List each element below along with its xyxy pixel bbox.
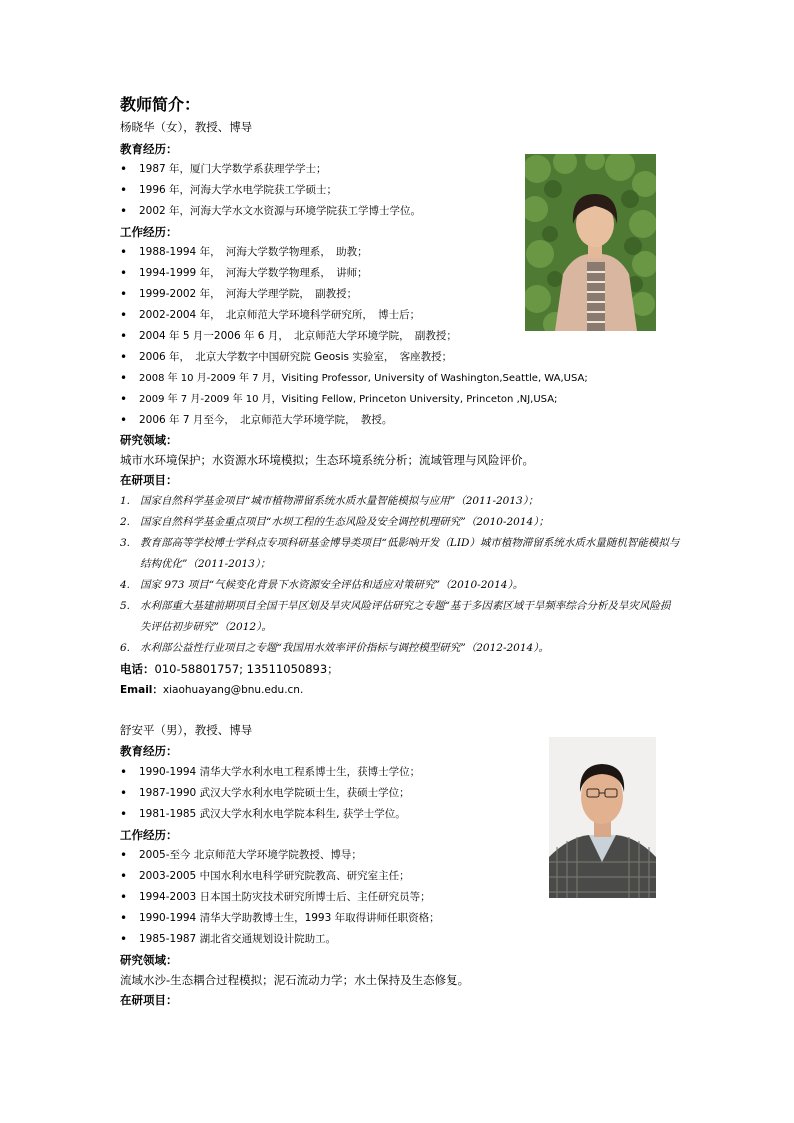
teacher1-name-line: 杨晓华（女），教授、博导 bbox=[120, 120, 253, 134]
teacher1-email bbox=[120, 682, 303, 699]
list-item bbox=[120, 491, 680, 512]
teacher2-research-text: 流域水沙-生态耦合过程模拟；泥石流动力学；水土保持及生态修复。 bbox=[120, 973, 470, 987]
teacher1-research-heading: 研究领域： bbox=[120, 433, 178, 447]
item-number: 1. bbox=[120, 495, 131, 507]
teacher1-edu-heading: 教育经历： bbox=[120, 142, 178, 156]
list-item: • 2004 年 5 月一2006 年 6 月， 北京师范大学环境学院， 副教授； bbox=[120, 326, 588, 347]
item-text: 水利部公益性行业项目之专题“我国用水效率评价指标与调控模型研究”（2012-2014）。 bbox=[140, 642, 549, 654]
phone-value: 010-58801757; 13511050893； bbox=[154, 662, 339, 676]
list-item: • 1994-1999 年， 河海大学数学物理系， 讲师； bbox=[120, 263, 588, 284]
teacher2-edu-list bbox=[120, 762, 420, 825]
list-item: • 1990-1994 清华大学水利水电工程系博士生，获博士学位； bbox=[120, 762, 420, 783]
list-item: • 1981-1985 武汉大学水利水电学院本科生, 获学士学位。 bbox=[120, 804, 420, 825]
list-item: • 2002-2004 年， 北京师范大学环境科学研究所， 博士后； bbox=[120, 305, 588, 326]
item-text: 国家 973 项目“气候变化背景下水资源安全评估和适应对策研究”（2010-2014）。 bbox=[140, 579, 524, 591]
list-item: • 1994-2003 日本国土防灾技术研究所博士后、主任研究员等； bbox=[120, 887, 440, 908]
page-title: 教师简介： bbox=[120, 95, 201, 114]
item-number: 5. bbox=[120, 600, 131, 612]
teacher1-phone bbox=[120, 661, 339, 678]
email-label: Email： bbox=[120, 684, 163, 696]
teacher1-edu-list bbox=[120, 159, 421, 222]
email-value: xiaohuayang@bnu.edu.cn. bbox=[162, 684, 304, 696]
list-item: • 2006 年， 北京大学数字中国研究院 Geosis 实验室， 客座教授； bbox=[120, 347, 588, 368]
teacher1-research-text: 城市水环境保护；水资源水环境模拟；生态环境系统分析；流域管理与风险评价。 bbox=[120, 453, 534, 467]
teacher2-work-list bbox=[120, 845, 440, 950]
list-item: • 1988-1994 年， 河海大学数学物理系， 助教； bbox=[120, 242, 588, 263]
item-text: 国家自然科学基金重点项目“水坝工程的生态风险及安全调控机理研究”（2010-2014）； bbox=[140, 516, 549, 528]
list-item: • 2006 年 7 月至今， 北京师范大学环境学院， 教授。 bbox=[120, 410, 588, 431]
item-text: 水利部重大基建前期项目全国干旱区划及旱灾风险评估研究之专题“基于多因素区域干旱频率综合分析及旱灾风险损失评估初步研究”（2012）。 bbox=[140, 600, 671, 633]
teacher1-work-list bbox=[120, 242, 588, 431]
list-item: • 1999-2002 年， 河海大学理学院， 副教授； bbox=[120, 284, 588, 305]
list-item: • 2005-至今 北京师范大学环境学院教授、博导； bbox=[120, 845, 440, 866]
item-number: 6. bbox=[120, 642, 131, 654]
item-number: 3. bbox=[120, 537, 131, 549]
list-item bbox=[120, 596, 680, 638]
teacher1-photo bbox=[525, 154, 656, 331]
teacher2-edu-heading: 教育经历： bbox=[120, 744, 178, 758]
teacher2-work-heading: 工作经历： bbox=[120, 828, 178, 842]
teacher2-projects-heading: 在研项目： bbox=[120, 993, 178, 1007]
item-text: 教育部高等学校博士学科点专项科研基金博导类项目“低影响开发（LID）城市植物滞留系统水质水量随机智能模拟与结构优化”（2011-2013）； bbox=[140, 537, 680, 570]
teacher1-projects-heading: 在研项目： bbox=[120, 473, 178, 487]
list-item bbox=[120, 512, 680, 533]
list-item: • 2008 年 10 月-2009 年 7 月，Visiting Professor, University of Washington,Seattle, WA,USA; bbox=[120, 368, 588, 389]
list-item: • 1987 年，厦门大学数学系获理学学士； bbox=[120, 159, 421, 180]
item-number: 2. bbox=[120, 516, 131, 528]
list-item: • 1985-1987 湖北省交通规划设计院助工。 bbox=[120, 929, 440, 950]
teacher2-research-heading: 研究领域： bbox=[120, 953, 178, 967]
list-item: • 1990-1994 清华大学助教博士生，1993 年取得讲师任职资格； bbox=[120, 908, 440, 929]
list-item bbox=[120, 638, 680, 659]
list-item: • 2009 年 7 月-2009 年 10 月，Visiting Fellow, Princeton University, Princeton ,NJ,USA; bbox=[120, 389, 588, 410]
list-item: • 2002 年，河海大学水文水资源与环境学院获工学博士学位。 bbox=[120, 201, 421, 222]
item-text: 国家自然科学基金项目“城市植物滞留系统水质水量智能模拟与应用”（2011-2013）； bbox=[140, 495, 539, 507]
teacher2-name-line: 舒安平（男），教授、博导 bbox=[120, 723, 253, 737]
teacher1-project-list bbox=[120, 491, 680, 659]
list-item bbox=[120, 575, 680, 596]
teacher2-photo bbox=[549, 737, 656, 898]
list-item: • 2003-2005 中国水利水电科学研究院教高、研究室主任； bbox=[120, 866, 440, 887]
phone-label: 电话： bbox=[120, 662, 155, 676]
list-item: • 1987-1990 武汉大学水利水电学院硕士生，获硕士学位； bbox=[120, 783, 420, 804]
list-item bbox=[120, 533, 680, 575]
item-number: 4. bbox=[120, 579, 131, 591]
teacher1-work-heading: 工作经历： bbox=[120, 225, 178, 239]
list-item: • 1996 年，河海大学水电学院获工学硕士； bbox=[120, 180, 421, 201]
